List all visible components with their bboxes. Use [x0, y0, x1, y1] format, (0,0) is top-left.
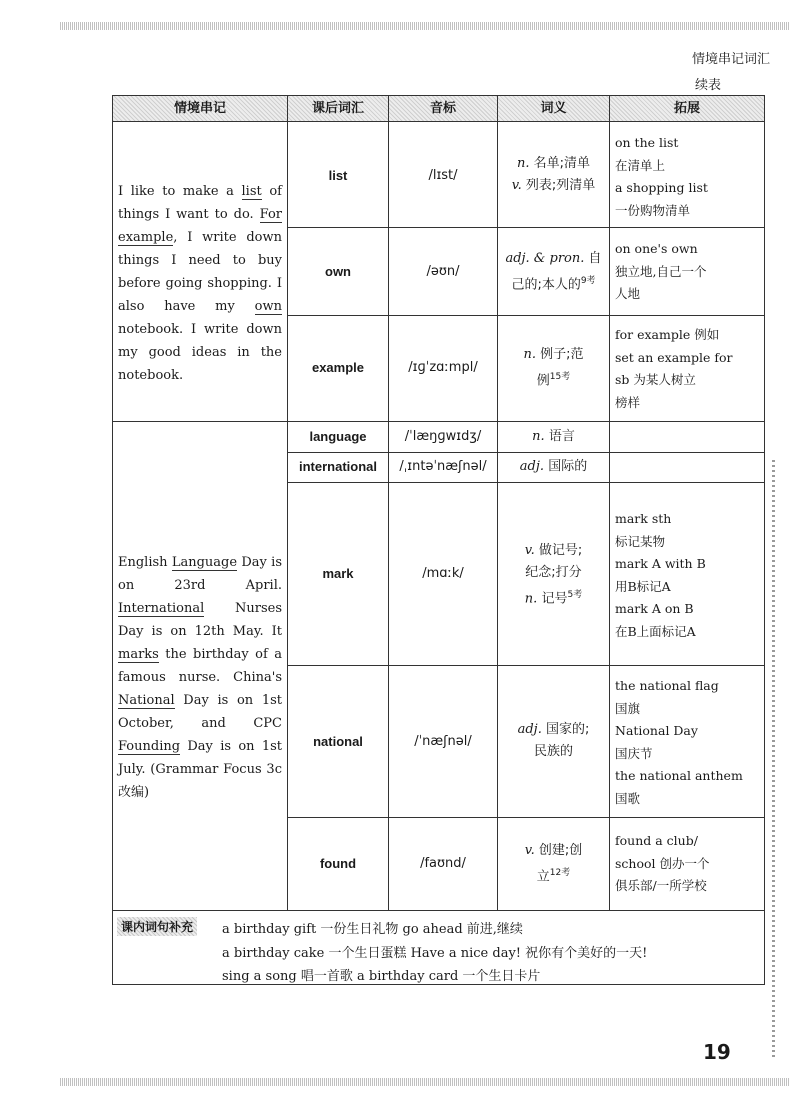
row-divider — [112, 910, 765, 911]
meaning: adj. 国家的; 民族的 — [517, 722, 590, 759]
exam-count-tag: 15考 — [549, 372, 571, 382]
row-divider — [288, 227, 765, 228]
exam-count-tag: 5考 — [567, 590, 583, 600]
exam-count-tag: 12考 — [549, 868, 571, 878]
vocab-word: international — [298, 459, 377, 474]
col-divider — [388, 95, 389, 910]
underlined-word: Language — [171, 555, 238, 570]
phonetic: /ˈnæʃnəl/ — [414, 734, 472, 749]
meaning: n. 名单;清单 v. 列表;列清单 — [511, 156, 596, 193]
row-divider — [112, 421, 765, 422]
binding-dots — [772, 460, 775, 1060]
supplement-line: a birthday cake 一个生日蛋糕 Have a nice day! 祝你有个美好的一天! — [222, 946, 648, 961]
bottom-decorative-strip — [60, 1078, 790, 1086]
phonetic: /ɪɡˈzɑːmpl/ — [408, 360, 478, 375]
vocab-word: own — [325, 264, 351, 279]
extension: found a club/ school 创办一个 俱乐部/一所学校 — [615, 833, 710, 893]
top-decorative-strip — [60, 22, 790, 30]
page-number: 19 — [703, 1040, 731, 1064]
vocab-word: language — [309, 429, 367, 444]
underlined-word: For example — [118, 207, 282, 245]
phonetic: /mɑːk/ — [422, 566, 464, 581]
extension: on one's own 独立地,自己一个 人地 — [615, 241, 707, 301]
row-divider — [288, 315, 765, 316]
vocab-word: national — [313, 734, 363, 749]
vocab-word: found — [319, 856, 357, 871]
col-header-phonetic: 音标 — [429, 101, 456, 116]
phonetic: /ˌɪntəˈnæʃnəl/ — [399, 459, 487, 474]
underlined-word: Founding — [118, 739, 181, 754]
col-header-context: 情境串记 — [173, 101, 226, 116]
vocab-word: example — [311, 360, 365, 375]
row-divider — [288, 482, 765, 483]
underlined-word: National — [118, 693, 175, 708]
supplement-line: sing a song 唱一首歌 a birthday card 一个生日卡片 — [222, 969, 541, 984]
meaning: v. 创建;创 立$^{12考}$ — [524, 843, 583, 885]
col-header-word: 课后词汇 — [311, 101, 364, 116]
continued-label: 续表 — [695, 78, 722, 93]
extension: on the list 在清单上 a shopping list 一份购物清单 — [615, 135, 708, 218]
phonetic: /ˈlæŋɡwɪdʒ/ — [404, 429, 482, 444]
supplement-line: a birthday gift 一份生日礼物 go ahead 前进,继续 — [222, 922, 523, 937]
section-title: 情境串记词汇 — [691, 52, 770, 67]
context-paragraph-2: English Language Day is on 23rd April. International Nurses Day is on 12th May. It marks the birthday of a famous nurse. China's National Day is on 1st October, and CPC Founding Day is on 1st July. (Grammar Focus 3c 改编) — [118, 555, 282, 800]
col-divider — [287, 95, 288, 910]
meaning: v. 做记号; 纪念;打分 n. 记号$^{5考}$ — [524, 543, 583, 607]
row-divider — [112, 121, 765, 122]
vocab-word: list — [328, 168, 348, 183]
col-divider — [497, 95, 498, 910]
extension: mark sth 标记某物 mark A with B 用B标记A mark A on B 在B上面标记A — [615, 511, 706, 639]
phonetic: /lɪst/ — [428, 168, 458, 183]
context-paragraph-1: I like to make a list of things I want to do. For example, I write down things I need to buy before going shopping. I also have my own notebook. I write down my good ideas in the notebook. — [118, 184, 282, 383]
underlined-word: own — [254, 299, 282, 314]
col-header-meaning: 词义 — [540, 101, 567, 116]
col-divider — [609, 95, 610, 910]
vocab-word: mark — [322, 566, 354, 581]
underlined-word: International — [118, 601, 205, 616]
underlined-word: list — [241, 184, 262, 199]
meaning: n. 语言 — [532, 429, 575, 444]
supplement-tag: 课内词句补充 — [117, 917, 197, 936]
col-header-extension: 拓展 — [673, 101, 700, 116]
row-divider — [288, 817, 765, 818]
meaning: adj. & pron. 自 己的;本人的$^{9考}$ — [505, 251, 602, 293]
extension: for example 例如 set an example for sb 为某人树立 榜样 — [615, 327, 733, 410]
underlined-word: marks — [118, 647, 159, 662]
meaning: adj. 国际的 — [519, 459, 588, 474]
extension: the national flag 国旗 National Day 国庆节 the national anthem 国歌 — [615, 678, 743, 806]
phonetic: /faʊnd/ — [420, 856, 466, 871]
exam-count-tag: 9考 — [580, 276, 596, 286]
meaning: n. 例子;范 例$^{15考}$ — [523, 347, 584, 389]
row-divider — [288, 665, 765, 666]
row-divider — [288, 452, 765, 453]
phonetic: /əʊn/ — [426, 264, 460, 279]
